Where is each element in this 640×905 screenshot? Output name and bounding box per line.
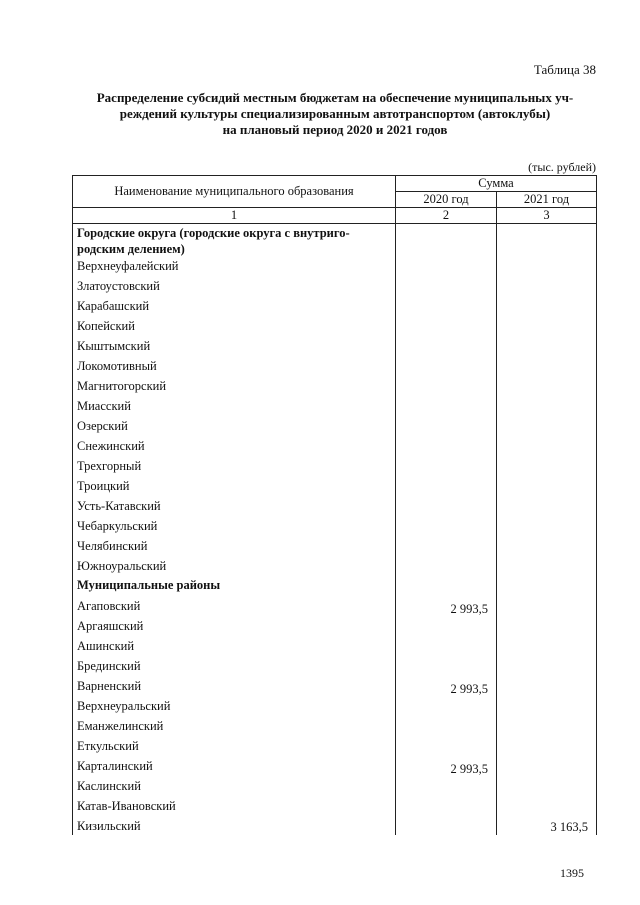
amount-2021-cell	[497, 557, 597, 577]
municipality-name-cell: Копейский	[73, 317, 396, 337]
column-index-3: 3	[497, 208, 597, 224]
municipality-name-cell: Чебаркульский	[73, 517, 396, 537]
column-header-name: Наименование муниципального образования	[73, 176, 396, 208]
amount-2020-cell	[396, 437, 497, 457]
amount-2021-cell	[497, 777, 597, 797]
table-row	[73, 317, 597, 337]
municipality-name-cell: Верхнеуфалейский	[73, 257, 396, 277]
amount-2021-cell	[497, 477, 597, 497]
table-row	[73, 697, 597, 717]
amount-2021-cell	[497, 417, 597, 437]
municipality-name-cell: Усть-Катавский	[73, 497, 396, 517]
table-row	[73, 737, 597, 757]
table-row	[73, 497, 597, 517]
amount-2021-cell	[497, 457, 597, 477]
amount-2020-cell	[396, 397, 497, 417]
municipality-name-cell: Троицкий	[73, 477, 396, 497]
amount-2020-cell	[396, 557, 497, 577]
municipality-name-cell: Карабашский	[73, 297, 396, 317]
table-row	[73, 797, 597, 817]
municipality-name-cell: Верхнеуральский	[73, 697, 396, 717]
title-line-1: Распределение субсидий местным бюджетам на обеспечение муниципальных уч-	[96, 90, 574, 105]
amount-2021-cell	[497, 657, 597, 677]
amount-2020-cell	[396, 717, 497, 737]
amount-2020-cell	[396, 257, 497, 277]
municipality-name-cell: Городские округа (городские округа с внутриго-родским делением)	[73, 224, 396, 258]
table-row	[73, 597, 597, 617]
table-row	[73, 277, 597, 297]
title-line-3: на плановый период 2020 и 2021 годов	[222, 122, 448, 137]
amount-2020-cell: 2 993,5	[396, 677, 497, 697]
amount-2021-cell	[497, 717, 597, 737]
amount-2021-cell	[497, 517, 597, 537]
municipality-name-cell: Кыштымский	[73, 337, 396, 357]
amount-2020-cell	[396, 817, 497, 835]
amount-2021-cell	[497, 497, 597, 517]
municipality-name-cell: Еманжелинский	[73, 717, 396, 737]
amount-2020-cell	[396, 297, 497, 317]
municipality-name-cell: Локомотивный	[73, 357, 396, 377]
amount-2020-cell	[396, 277, 497, 297]
table-row	[73, 777, 597, 797]
amount-2021-cell	[497, 597, 597, 617]
amount-2021-cell	[497, 277, 597, 297]
table-row	[73, 617, 597, 637]
amount-2020-cell	[396, 517, 497, 537]
table-header	[73, 176, 597, 224]
municipality-name-cell: Озерский	[73, 417, 396, 437]
municipality-name-cell: Кизильский	[73, 817, 396, 835]
amount-2021-cell	[497, 297, 597, 317]
table-row	[73, 557, 597, 577]
amount-2021-cell	[497, 357, 597, 377]
amount-2020-cell	[396, 377, 497, 397]
subsidy-table	[72, 175, 597, 835]
amount-2021-cell: 3 163,5	[497, 817, 597, 835]
page-number: 1395	[560, 866, 584, 880]
document-title	[70, 90, 600, 138]
table-row	[73, 297, 597, 317]
amount-2021-cell	[497, 697, 597, 717]
table-group-row	[73, 224, 597, 258]
amount-2021-cell	[497, 797, 597, 817]
amount-2021-cell	[497, 377, 597, 397]
table-row	[73, 637, 597, 657]
amount-2021-cell	[497, 397, 597, 417]
table-row	[73, 657, 597, 677]
table-number-label: Таблица 38	[533, 62, 596, 77]
amount-2021-cell	[497, 737, 597, 757]
table-body	[73, 224, 597, 836]
amount-2020-cell	[396, 617, 497, 637]
municipality-name-cell: Муниципальные районы	[73, 577, 396, 597]
amount-2020-cell	[396, 357, 497, 377]
table-row	[73, 417, 597, 437]
column-header-2020: 2020 год	[396, 192, 497, 208]
municipality-name-cell: Южноуральский	[73, 557, 396, 577]
municipality-name-cell: Челябинский	[73, 537, 396, 557]
amount-2020-cell	[396, 697, 497, 717]
table-row	[73, 357, 597, 377]
amount-2020-cell	[396, 537, 497, 557]
amount-2021-cell	[497, 224, 597, 258]
title-line-2: реждений культуры специализированным автотранспортом (автоклубы)	[119, 106, 551, 121]
amount-2021-cell	[497, 617, 597, 637]
amount-2021-cell	[497, 757, 597, 777]
municipality-name-cell: Варненский	[73, 677, 396, 697]
table-group-row	[73, 577, 597, 597]
table-row	[73, 377, 597, 397]
amount-2020-cell	[396, 224, 497, 258]
municipality-name-cell: Ашинский	[73, 637, 396, 657]
amount-2021-cell	[497, 337, 597, 357]
table-row	[73, 437, 597, 457]
amount-2020-cell	[396, 737, 497, 757]
municipality-name-cell: Магнитогорский	[73, 377, 396, 397]
column-index-1: 1	[73, 208, 396, 224]
amount-2020-cell: 2 993,5	[396, 757, 497, 777]
municipality-name-cell: Брединский	[73, 657, 396, 677]
municipality-name-cell: Каслинский	[73, 777, 396, 797]
amount-2020-cell: 2 993,5	[396, 597, 497, 617]
table-row	[73, 817, 597, 835]
amount-2020-cell	[396, 797, 497, 817]
column-index-2: 2	[396, 208, 497, 224]
table-row	[73, 257, 597, 277]
amount-2020-cell	[396, 457, 497, 477]
amount-2020-cell	[396, 477, 497, 497]
amount-2021-cell	[497, 257, 597, 277]
amount-2021-cell	[497, 637, 597, 657]
municipality-name-cell: Еткульский	[73, 737, 396, 757]
amount-2020-cell	[396, 337, 497, 357]
municipality-name-cell: Агаповский	[73, 597, 396, 617]
table-row	[73, 477, 597, 497]
table-row	[73, 717, 597, 737]
table-row	[73, 397, 597, 417]
amount-2020-cell	[396, 497, 497, 517]
municipality-name-cell: Миасский	[73, 397, 396, 417]
column-header-2021: 2021 год	[497, 192, 597, 208]
municipality-name-cell: Карталинский	[73, 757, 396, 777]
amount-2020-cell	[396, 777, 497, 797]
table-row	[73, 337, 597, 357]
amount-2020-cell	[396, 417, 497, 437]
table-row	[73, 757, 597, 777]
municipality-name-cell: Аргаяшский	[73, 617, 396, 637]
table-row	[73, 517, 597, 537]
municipality-name-cell: Снежинский	[73, 437, 396, 457]
municipality-name-cell: Катав-Ивановский	[73, 797, 396, 817]
amount-2020-cell	[396, 317, 497, 337]
amount-2020-cell	[396, 657, 497, 677]
amount-2021-cell	[497, 437, 597, 457]
amount-2021-cell	[497, 537, 597, 557]
amount-2020-cell	[396, 577, 497, 597]
municipality-name-cell: Златоустовский	[73, 277, 396, 297]
municipality-name-cell: Трехгорный	[73, 457, 396, 477]
table-row	[73, 537, 597, 557]
units-label: (тыс. рублей)	[528, 160, 596, 174]
amount-2020-cell	[396, 637, 497, 657]
amount-2021-cell	[497, 317, 597, 337]
amount-2021-cell	[497, 577, 597, 597]
table-row	[73, 457, 597, 477]
column-header-sum: Сумма	[396, 176, 597, 192]
table-row	[73, 677, 597, 697]
amount-2021-cell	[497, 677, 597, 697]
